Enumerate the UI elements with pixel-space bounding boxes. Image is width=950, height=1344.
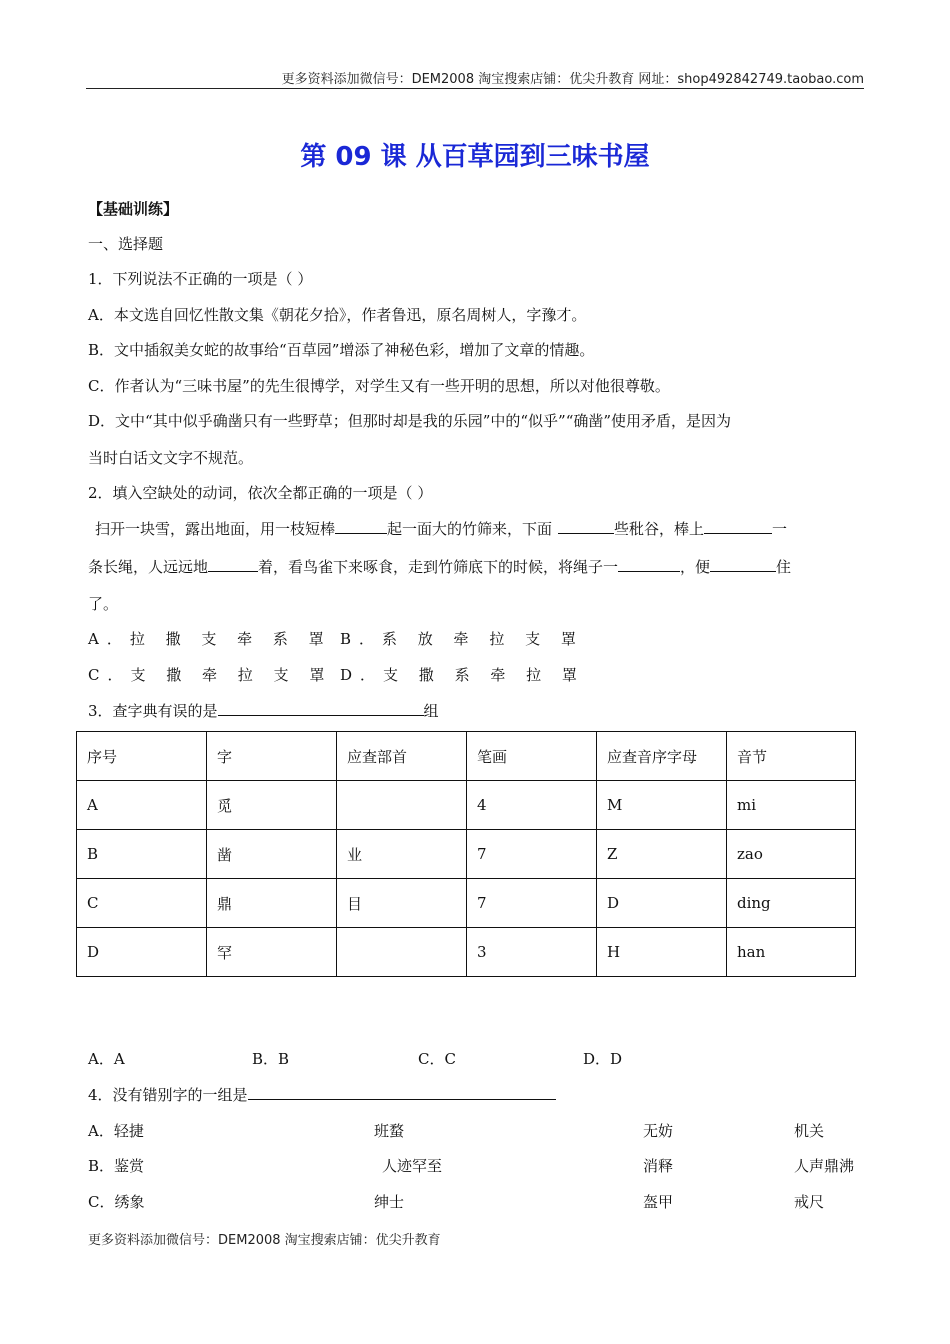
q2-option-b: B．系 放 牵 拉 支 罩 bbox=[340, 630, 584, 648]
q3-option-c: C．C bbox=[418, 1050, 456, 1068]
table-header-row bbox=[77, 732, 856, 781]
fill-blank bbox=[335, 519, 387, 534]
fill-blank bbox=[218, 701, 424, 716]
fill-blank bbox=[208, 557, 258, 572]
table-cell: 觅 bbox=[207, 781, 337, 830]
dictionary-table bbox=[76, 731, 856, 977]
header-cell: 应查音序字母 bbox=[597, 732, 727, 781]
header-cell: 笔画 bbox=[467, 732, 597, 781]
header-cell: 应查部首 bbox=[337, 732, 467, 781]
q2-passage-text: 些秕谷，棒上 bbox=[614, 520, 705, 538]
q3-stem bbox=[88, 700, 439, 721]
table-cell: ding bbox=[727, 879, 856, 928]
q4-option-a-word3: 无妨 bbox=[643, 1122, 674, 1140]
table-cell: 3 bbox=[467, 928, 597, 977]
q4-option-c-word1: C．绣象 bbox=[88, 1193, 145, 1211]
q2-passage-line1 bbox=[95, 518, 787, 539]
table-row bbox=[77, 781, 856, 830]
q2-passage-text: 条长绳，人远远地 bbox=[88, 558, 209, 576]
q4-option-c-word2: 绅士 bbox=[374, 1193, 405, 1211]
q4-stem bbox=[88, 1084, 556, 1105]
q3-option-b: B．B bbox=[252, 1050, 290, 1068]
fill-blank bbox=[618, 557, 680, 572]
fill-blank bbox=[710, 557, 776, 572]
table-cell: 7 bbox=[467, 879, 597, 928]
table-cell: zao bbox=[727, 830, 856, 879]
fill-blank bbox=[558, 519, 614, 534]
table-cell: mi bbox=[727, 781, 856, 830]
q2-passage-text: ，便 bbox=[680, 558, 711, 576]
q2-passage-text: 一 bbox=[772, 520, 788, 538]
q3-option-d: D．D bbox=[583, 1050, 623, 1068]
q2-passage-text: 着，看鸟雀下来啄食，走到竹筛底下的时候，将绳子一 bbox=[258, 558, 619, 576]
table-cell bbox=[337, 928, 467, 977]
q4-option-c-word4: 戒尺 bbox=[794, 1193, 825, 1211]
table-cell: D bbox=[597, 879, 727, 928]
header-cell: 序号 bbox=[77, 732, 207, 781]
page-header: 更多资料添加微信号：DEM2008 淘宝搜索店铺：优尖升教育 网址：shop492842749.taobao.com bbox=[281, 72, 864, 87]
q3-stem-text: 组 bbox=[423, 702, 439, 720]
lesson-title: 第 09 课 从百草园到三味书屋 bbox=[300, 142, 650, 172]
table-cell: C bbox=[77, 879, 207, 928]
table-cell: 鼎 bbox=[207, 879, 337, 928]
q2-passage-text: 扫开一块雪，露出地面，用一枝短棒 bbox=[95, 520, 336, 538]
header-cell: 音节 bbox=[727, 732, 856, 781]
q4-option-b-word4: 人声鼎沸 bbox=[794, 1157, 855, 1175]
q4-option-a-word1: A．轻捷 bbox=[88, 1122, 144, 1140]
table-cell bbox=[337, 781, 467, 830]
table-cell: 凿 bbox=[207, 830, 337, 879]
q1-option-b: B．文中插叙美女蛇的故事给“百草园”增添了神秘色彩，增加了文章的情趣。 bbox=[88, 341, 595, 359]
table-cell: 业 bbox=[337, 830, 467, 879]
q2-option-d: D．支 撒 系 牵 拉 罩 bbox=[340, 666, 585, 684]
table-cell: D bbox=[77, 928, 207, 977]
header-divider bbox=[86, 88, 864, 89]
table-cell: A bbox=[77, 781, 207, 830]
q1-option-d-cont: 当时白话文文字不规范。 bbox=[88, 449, 254, 467]
q1-option-a: A．本文选自回忆性散文集《朝花夕拾》，作者鲁迅，原名周树人，字豫才。 bbox=[88, 306, 587, 324]
q4-option-a-word2: 班蝥 bbox=[374, 1122, 405, 1140]
q3-option-a: A．A bbox=[88, 1050, 125, 1068]
table-row bbox=[77, 879, 856, 928]
q2-passage-text: 住 bbox=[776, 558, 792, 576]
q1-stem: 1．下列说法不正确的一项是（ ） bbox=[88, 270, 313, 288]
q1-option-d: D．文中“其中似乎确凿只有一些野草；但那时却是我的乐园”中的“似乎”“确凿”使用矛盾，是因为 bbox=[88, 412, 732, 430]
table-cell: Z bbox=[597, 830, 727, 879]
fill-blank bbox=[248, 1085, 556, 1100]
table-cell: han bbox=[727, 928, 856, 977]
table-cell: 7 bbox=[467, 830, 597, 879]
table-cell: 目 bbox=[337, 879, 467, 928]
q4-option-b-word1: B．鉴赏 bbox=[88, 1157, 145, 1175]
q4-stem-text: 4．没有错别字的一组是 bbox=[88, 1086, 248, 1104]
section-heading: 【基础训练】 bbox=[88, 200, 179, 218]
q1-option-c: C．作者认为“三味书屋”的先生很博学，对学生又有一些开明的思想，所以对他很尊敬。 bbox=[88, 377, 670, 395]
q4-option-b-word2: 人迹罕至 bbox=[382, 1157, 443, 1175]
table-cell: H bbox=[597, 928, 727, 977]
q2-option-c: C．支 撒 牵 拉 支 罩 bbox=[88, 666, 333, 684]
table-cell: M bbox=[597, 781, 727, 830]
q2-stem: 2．填入空缺处的动词，依次全都正确的一项是（ ） bbox=[88, 484, 433, 502]
fill-blank bbox=[704, 519, 772, 534]
table-cell: 4 bbox=[467, 781, 597, 830]
q2-passage-text: 起一面大的竹筛来，下面 bbox=[387, 520, 553, 538]
question-type: 一、选择题 bbox=[88, 235, 164, 253]
table-cell: B bbox=[77, 830, 207, 879]
header-cell: 字 bbox=[207, 732, 337, 781]
table-row bbox=[77, 928, 856, 977]
table-row bbox=[77, 830, 856, 879]
q4-option-c-word3: 盔甲 bbox=[643, 1193, 674, 1211]
q2-passage-line2 bbox=[88, 556, 791, 577]
q4-option-a-word4: 机关 bbox=[794, 1122, 825, 1140]
q4-option-b-word3: 消释 bbox=[643, 1157, 674, 1175]
q2-passage-line3: 了。 bbox=[88, 595, 119, 613]
table-cell: 罕 bbox=[207, 928, 337, 977]
q3-stem-text: 3．查字典有误的是 bbox=[88, 702, 218, 720]
page-footer: 更多资料添加微信号：DEM2008 淘宝搜索店铺：优尖升教育 bbox=[88, 1233, 441, 1248]
q2-option-a: A．拉 撒 支 牵 系 罩 bbox=[88, 630, 332, 648]
